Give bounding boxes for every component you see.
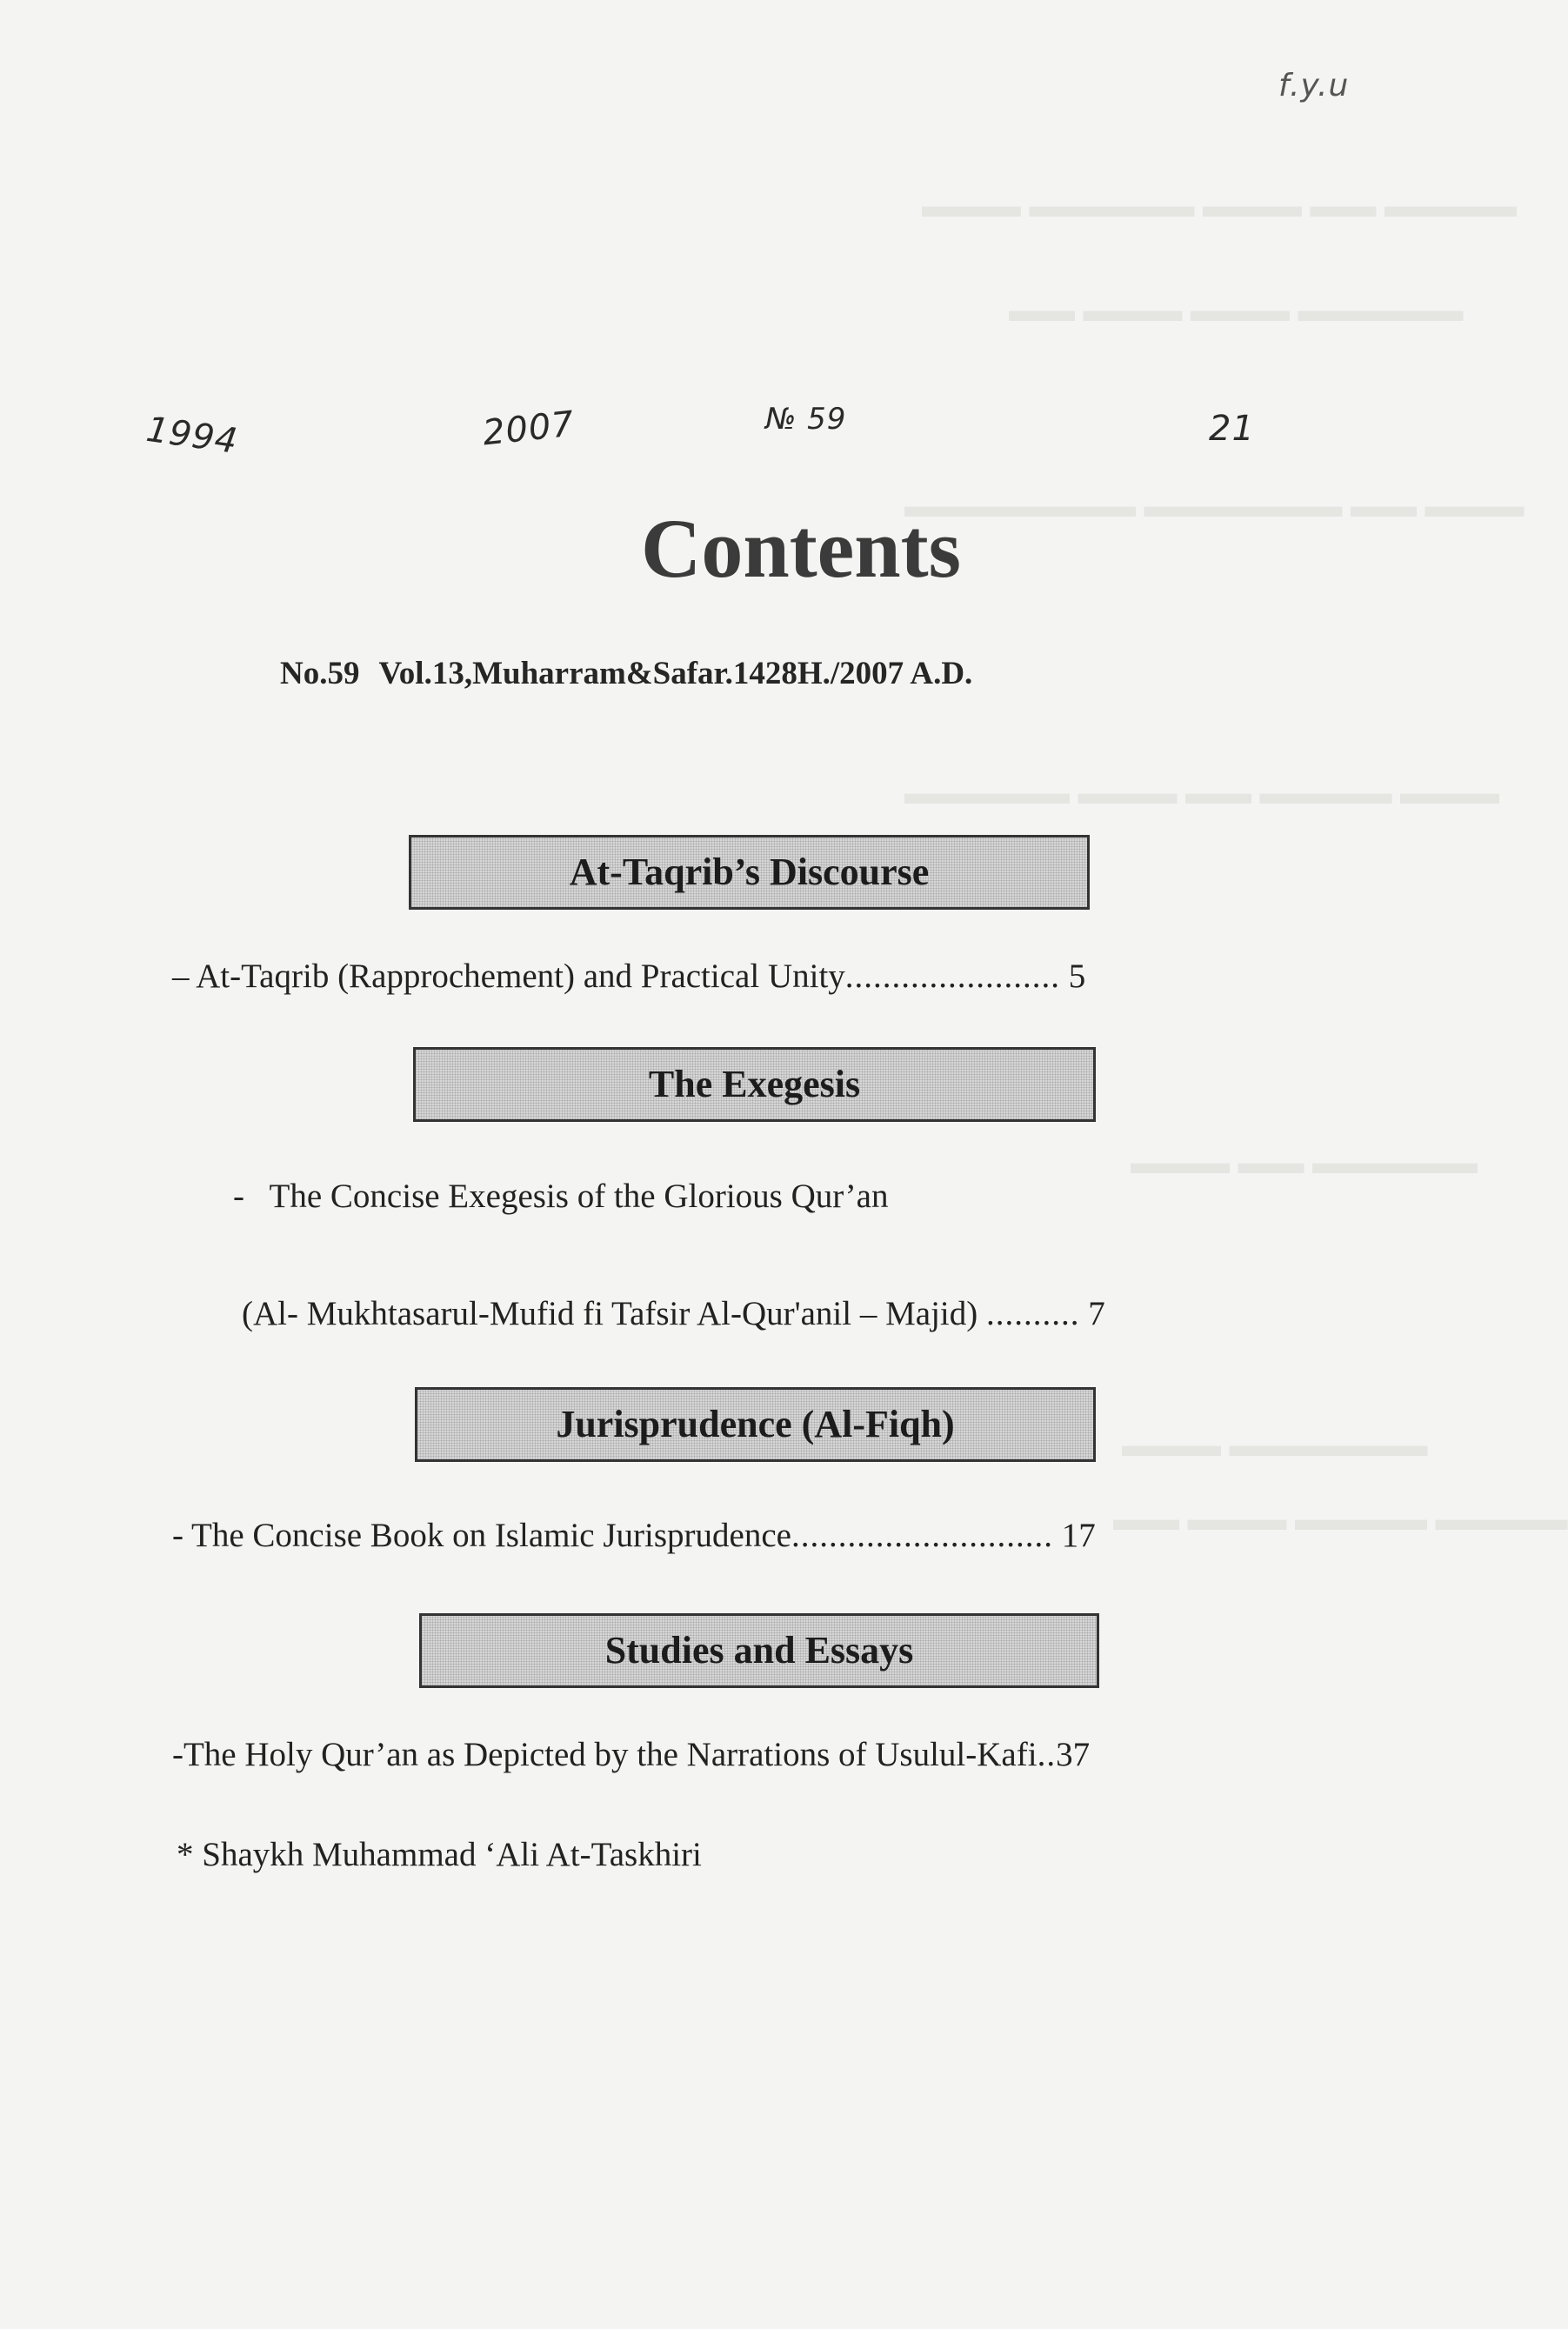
toc-page-number: 7 <box>1088 1295 1105 1332</box>
toc-entry-title: - The Concise Exegesis of the Glorious Qur’an <box>233 1178 889 1215</box>
toc-leader-dots: .......... <box>986 1295 1080 1332</box>
toc-page-number: 17 <box>1061 1517 1096 1554</box>
section-heading-jurisprudence: Jurisprudence (Al-Fiqh) <box>415 1387 1096 1462</box>
toc-entry-title: (Al- Mukhtasarul-Mufid fi Tafsir Al-Qur'anil – Majid) <box>242 1295 978 1332</box>
issue-number: No.59 <box>280 656 360 691</box>
issue-volume: Vol.13,Muharram&Safar.1428H./2007 A.D. <box>378 656 973 691</box>
toc-leader-dots: .. <box>1037 1736 1057 1773</box>
toc-entry[interactable] <box>172 1516 1096 1555</box>
toc-entry-title: – At-Taqrib (Rapprochement) and Practical Unity <box>172 958 845 995</box>
show-through-line: ▬▬▬▬ ▬▬▬▬ ▬▬▬ ▬▬ <box>1113 1501 1568 1538</box>
page-title: Contents <box>640 502 961 595</box>
show-through-line: ▬▬▬ ▬▬▬▬ ▬▬ ▬▬▬ ▬▬▬▬▬ <box>904 775 1499 811</box>
toc-entry[interactable] <box>172 957 1085 996</box>
toc-entry-author <box>177 1835 702 1874</box>
handwritten-note-right: 21 <box>1209 409 1255 449</box>
toc-entry[interactable] <box>233 1177 888 1216</box>
toc-leader-dots: ............................ <box>791 1517 1053 1554</box>
handwritten-note-left: 1994 <box>143 409 241 463</box>
toc-entry-title: -The Holy Qur’an as Depicted by the Narrations of Usulul-Kafi <box>172 1736 1038 1773</box>
section-heading-exegesis: The Exegesis <box>413 1047 1096 1122</box>
toc-leader-dots: ....................... <box>844 958 1061 995</box>
toc-entry[interactable] <box>172 1735 1090 1774</box>
show-through-line: ▬▬▬▬ ▬▬ ▬▬▬ ▬▬▬▬▬ ▬▬▬ <box>922 188 1517 224</box>
handwritten-note-number: № 59 <box>765 402 847 437</box>
section-heading-studies: Studies and Essays <box>419 1613 1099 1688</box>
show-through-line: ▬▬▬▬▬ ▬▬ ▬▬▬ <box>1131 1144 1478 1181</box>
issue-line <box>280 655 972 692</box>
toc-entry-title: - The Concise Book on Islamic Jurisprudence <box>172 1517 791 1554</box>
handwritten-note-top-right: f.y.u <box>1278 68 1350 103</box>
toc-entry[interactable] <box>242 1294 1105 1333</box>
toc-page-number: 5 <box>1068 958 1086 995</box>
section-heading-discourse: At-Taqrib’s Discourse <box>409 835 1090 910</box>
handwritten-note-middle: 2007 <box>480 404 577 454</box>
toc-author-name: * Shaykh Muhammad ‘Ali At-Taskhiri <box>177 1836 702 1873</box>
toc-page-number: 37 <box>1056 1736 1091 1773</box>
show-through-line: ▬▬▬ ▬▬ ▬▬▬▬▬▬ ▬▬▬▬▬▬▬ <box>904 488 1525 524</box>
show-through-line: ▬▬▬▬▬▬ ▬▬▬ <box>1122 1427 1428 1464</box>
show-through-line: ▬▬▬▬▬ ▬▬▬ ▬▬▬ ▬▬ <box>1009 292 1464 329</box>
